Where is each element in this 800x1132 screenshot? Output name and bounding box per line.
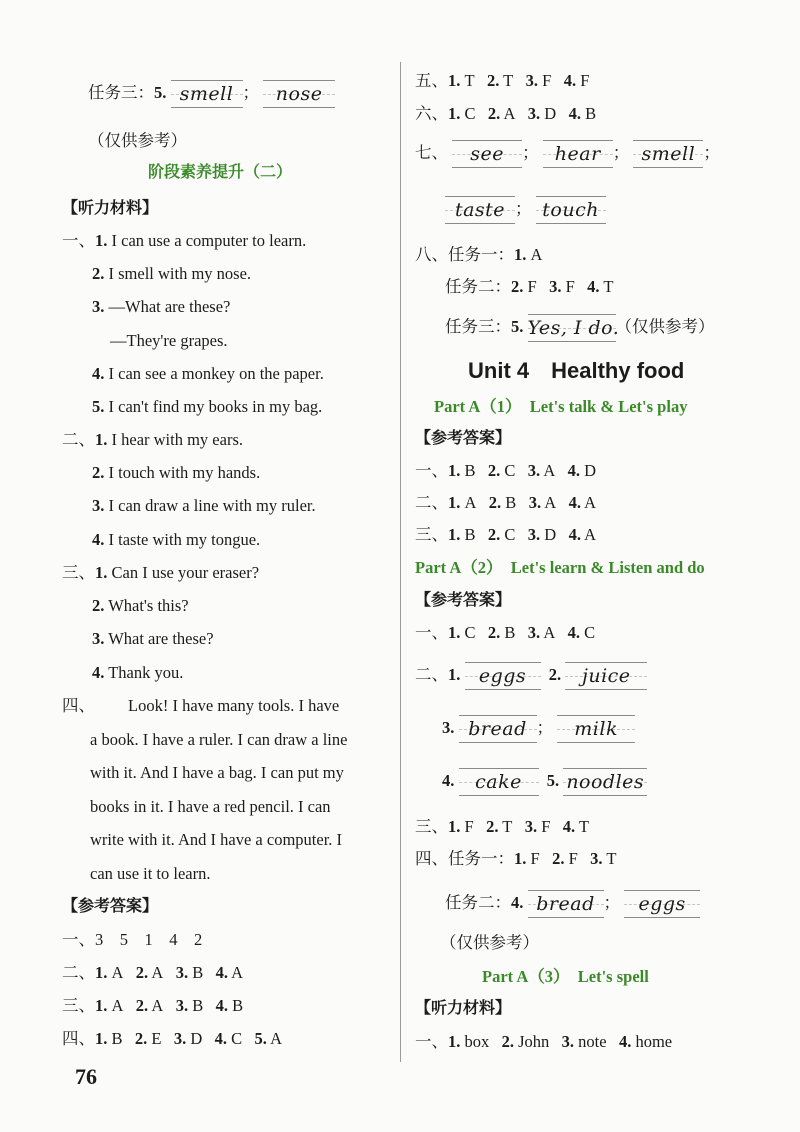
writing-line: [633, 140, 703, 168]
passage-line: with it. And I have a bag. I can put my: [90, 763, 344, 782]
writing-line: [465, 662, 541, 690]
list-item: 2. I touch with my hands.: [92, 463, 261, 482]
answer-row: 一、3 5 1 4 2: [62, 930, 203, 949]
r7-line-2: taste ； touch: [445, 196, 606, 224]
writing-line: [459, 715, 537, 743]
list-item: 3. What are these?: [92, 629, 214, 648]
list-item: 5. I can't find my books in my bag.: [92, 397, 323, 416]
handwritten-answer: eggs: [638, 893, 686, 915]
section-title: 阶段素养提升（二）: [148, 164, 293, 181]
writing-line: [624, 890, 700, 918]
writing-line: [543, 140, 613, 168]
list-item: 2. I smell with my nose.: [92, 264, 252, 283]
list-item: 4. I can see a monkey on the paper.: [92, 364, 324, 383]
column-divider: [400, 62, 401, 1062]
passage-line: can use it to learn.: [90, 864, 211, 883]
handwritten-answer: touch: [542, 199, 599, 221]
section-title: Part A（1） Let's talk & Let's play: [434, 397, 688, 416]
handwritten-answer: see: [470, 143, 504, 165]
handwritten-answer: taste: [454, 199, 506, 221]
writing-line: [171, 80, 243, 108]
list-item: 3. I can draw a line with my ruler.: [92, 496, 316, 515]
reference-note: （仅供参考）: [88, 131, 187, 150]
unit-title: Unit 4 Healthy food: [468, 358, 685, 383]
passage-line: write with it. And I have a computer. I: [90, 830, 343, 849]
writing-line: [536, 196, 606, 224]
handwritten-answer: juice: [581, 665, 631, 687]
answer-row: 一、1. C 2. B 3. A 4. C: [415, 623, 596, 642]
writing-line: [528, 890, 604, 918]
answers-header: 【参考答案】: [415, 430, 512, 447]
answer-row: 任务三：5. Yes, I do.（仅供参考）: [445, 314, 715, 342]
writing-line: [445, 196, 515, 224]
answer-row: 任务二：2. F 3. F 4. T: [445, 277, 614, 296]
answer-row: 四、1. B 2. E 3. D 4. C 5. A: [62, 1029, 283, 1048]
handwritten-answer: hear: [554, 143, 601, 165]
answer-row: 三、1. F 2. T 3. F 4. T: [415, 817, 590, 836]
section-title: Part A（2） Let's learn & Listen and do: [415, 558, 705, 577]
writing-line: [527, 314, 620, 342]
section-title: Part A（3） Let's spell: [482, 967, 649, 986]
handwritten-answer: bread: [468, 718, 527, 740]
passage-line: Look! I have many tools. I have: [128, 696, 340, 715]
answers-header: 【参考答案】: [415, 592, 512, 609]
writing-line: [452, 140, 522, 168]
passage-line: a book. I have a ruler. I can draw a line: [90, 730, 348, 749]
writing-line: [263, 80, 335, 108]
listening-header: 【听力材料】: [62, 200, 159, 217]
passage-label: 四、: [62, 696, 95, 715]
answer-row: 4. cake 5. noodles: [442, 768, 647, 796]
list-item: 一、1. I can use a computer to learn.: [62, 231, 307, 250]
answer-row: 二、1. A 2. A 3. B 4. A: [62, 963, 244, 982]
answers-header: 【参考答案】: [62, 898, 159, 915]
answer-row: 任务二：4. bread ； eggs: [445, 890, 700, 918]
answer-row: 六、1. C 2. A 3. D 4. B: [415, 104, 597, 123]
handwritten-answer: Yes, I do.: [527, 317, 620, 339]
list-item: 3. —What are these?: [92, 297, 231, 316]
answer-row: 一、1. B 2. C 3. A 4. D: [415, 461, 597, 480]
list-item: 4. Thank you.: [92, 663, 184, 682]
answer-row: 三、1. A 2. A 3. B 4. B: [62, 996, 244, 1015]
answer-row: 五、1. T 2. T 3. F 4. F: [415, 71, 590, 90]
passage-line: books in it. I have a red pencil. I can: [90, 797, 331, 816]
answer-row: 三、1. B 2. C 3. D 4. A: [415, 525, 597, 544]
left-task3-line: 任务三：5. smell ； nose: [88, 80, 335, 108]
answer-row: 二、1. eggs 2. juice: [415, 662, 647, 690]
handwritten-answer: eggs: [478, 665, 527, 687]
list-item: —They're grapes.: [110, 331, 228, 350]
list-item: 三、1. Can I use your eraser?: [62, 563, 260, 582]
answer-row: 一、1. box 2. John 3. note 4. home: [415, 1032, 673, 1051]
task-label: 任务三：: [88, 82, 154, 102]
answer-row: 3. bread ； milk: [442, 715, 635, 743]
writing-line: [565, 662, 647, 690]
handwritten-answer: noodles: [566, 771, 645, 793]
list-item: 二、1. I hear with my ears.: [62, 430, 243, 449]
writing-line: [459, 768, 539, 796]
answer-row: 二、1. A 2. B 3. A 4. A: [415, 493, 597, 512]
writing-line: [563, 768, 647, 796]
writing-line: [557, 715, 635, 743]
list-item: 4. I taste with my tongue.: [92, 530, 261, 549]
list-item: 2. What's this?: [92, 596, 189, 615]
answer-row: 八、任务一：1. A: [415, 245, 543, 264]
handwritten-answer: smell: [641, 143, 696, 165]
handwritten-answer: nose: [275, 83, 323, 105]
item-number: 5.: [154, 82, 167, 102]
r7-line-1: 七、 see ； hear ； smell ；: [415, 140, 720, 168]
handwritten-answer: cake: [475, 771, 522, 793]
listening-header: 【听力材料】: [415, 1000, 512, 1017]
page-number: 76: [75, 1064, 97, 1089]
handwritten-answer: smell: [179, 83, 234, 105]
reference-note: （仅供参考）: [440, 933, 539, 952]
handwritten-answer: milk: [574, 718, 618, 740]
handwritten-answer: bread: [536, 893, 595, 915]
answer-row: 四、任务一：1. F 2. F 3. T: [415, 849, 617, 868]
